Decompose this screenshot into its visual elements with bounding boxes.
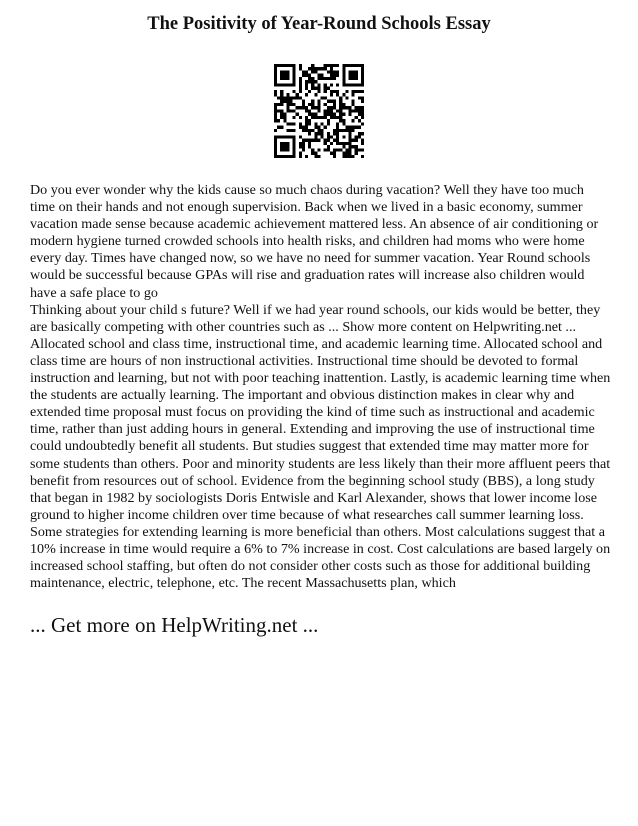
essay-paragraph-2: Thinking about your child s future? Well if we had year round schools, our kids would be better, they are basically competing with other countries such as ... Show more content on Helpwriting.net ... Allocated school and class time, instructional time, and academic learning time. Allocated school and class time are hours of non instructional activities. Instructional time should be devoted to formal instruction and learning, but not with poor teaching inattention. Lastly, is academic learning time when the students are actually learning. The important and obvious distinction makes in clear why and extended time proposal must focus on providing the kind of time such as instructional and academic time, rather than just adding hours in general. Extending and improving the use of instructional time could undoubtedly benefit all students. But studies suggest that extended time may matter more for some students than others. Poor and minority students are less likely than their more affluent peers that benefit from resources out of school. Evidence from the beginning school study (BBS), a long study that began in 1982 by sociologists Doris Entwisle and Karl Alexander, shows that lower income lose ground to higher income children over time because of what researches call summer learning loss. xyxy=(30,301,611,523)
document-title: The Positivity of Year-Round Schools Essay xyxy=(147,14,491,34)
essay-body xyxy=(30,182,612,592)
essay-paragraph-3: Some strategies for extending learning is more beneficial than others. Most calculations suggest that a 10% increase in time would require a 6% to 7% increase in cost. Cost calculations are based largely on increased school staffing, but often do not consider other costs such as those for additional building maintenance, electric, telephone, etc. The recent Massachusetts plan, which xyxy=(30,523,611,592)
qr-code-icon xyxy=(274,64,364,158)
essay-paragraph-1: Do you ever wonder why the kids cause so much chaos during vacation? Well they have too much time on their hands and not enough supervision. Back when we lived in a basic economy, summer vacation made sense because academic achievement mattered less. An absence of air conditioning or modern hygiene turned crowded schools into health risks, and children had moms who were home every day. Times have changed now, so we have no need for summer vacation. Year Round schools would be successful because GPAs will rise and graduation rates will increase also children would have a safe place to go xyxy=(30,182,599,301)
get-more-link[interactable]: ... Get more on HelpWriting.net ... xyxy=(30,613,319,637)
